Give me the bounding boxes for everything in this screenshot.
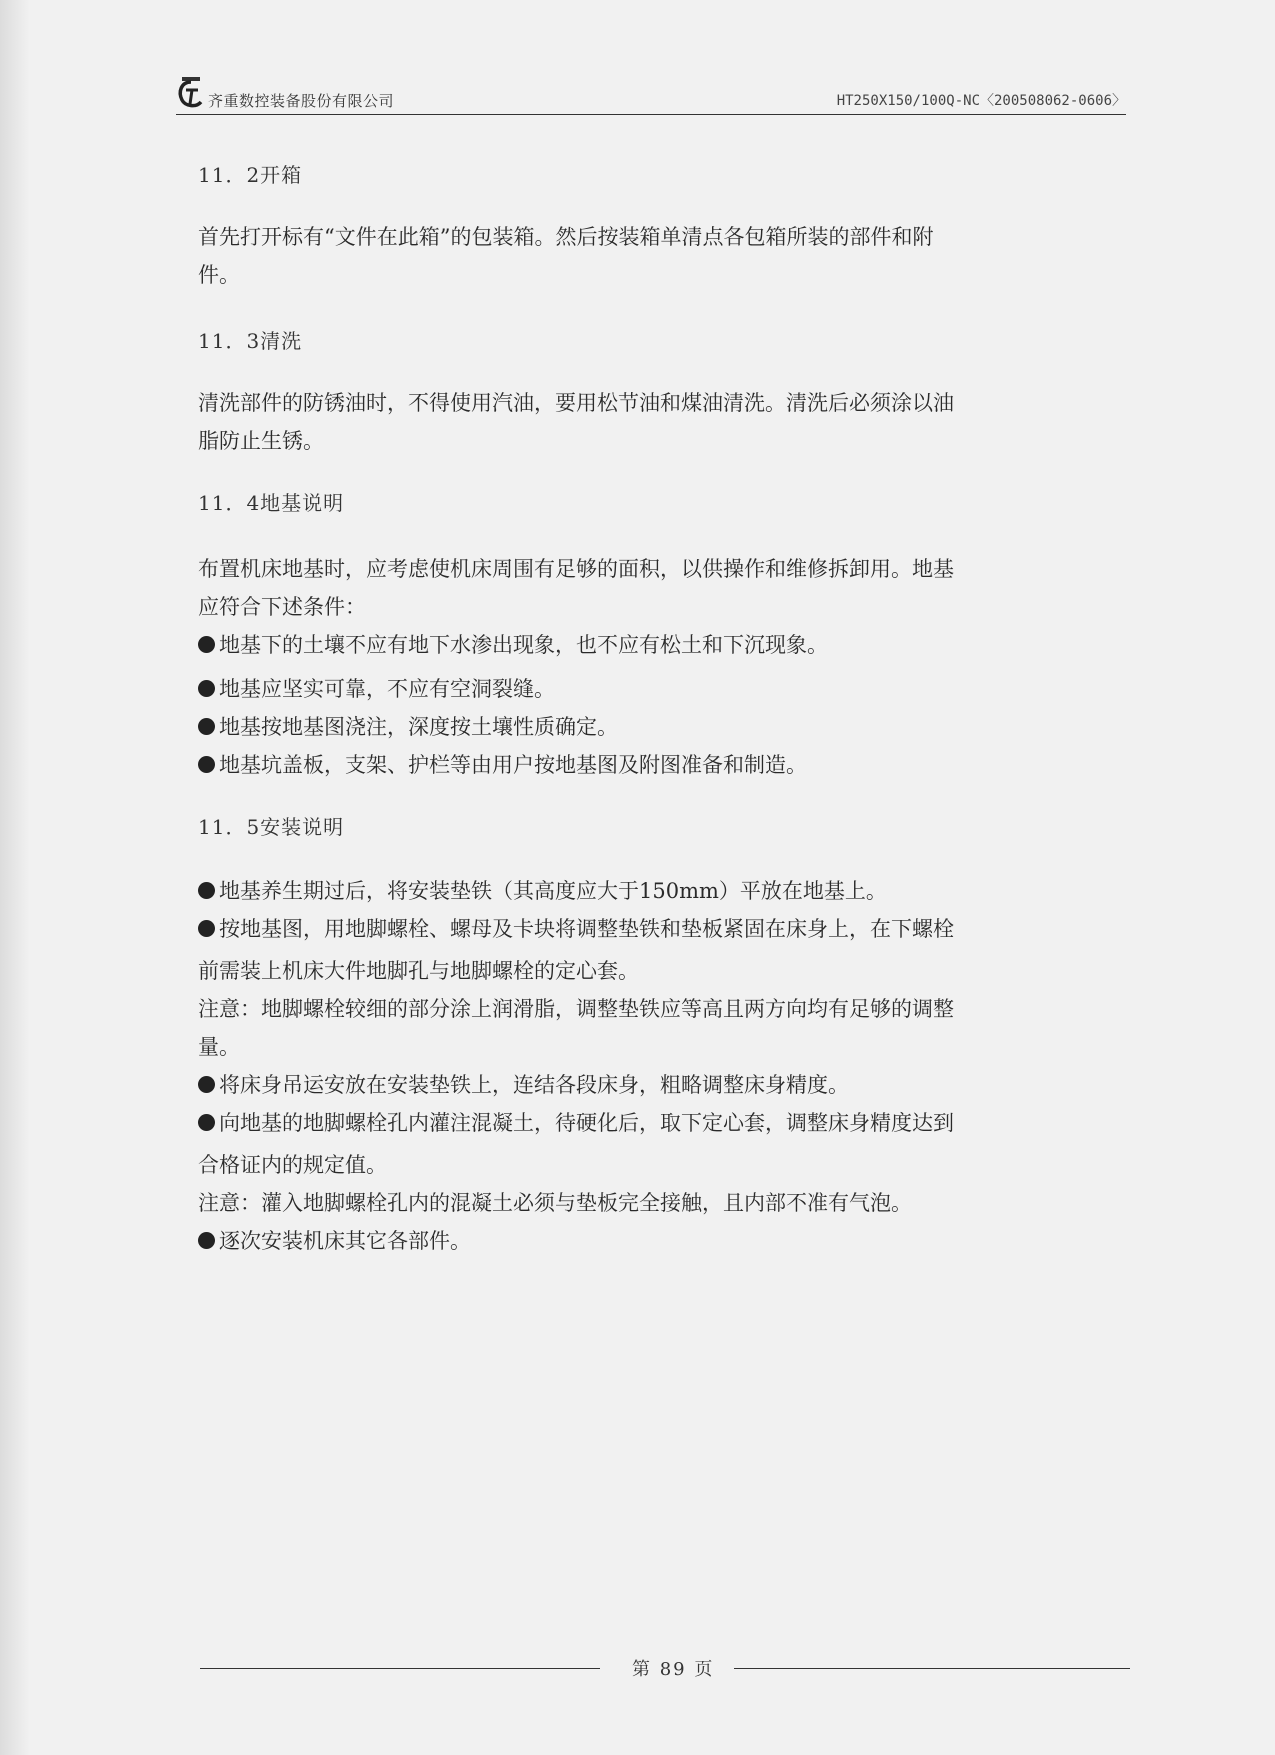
text-line: 件。 xyxy=(198,263,240,287)
bullet-dot-icon xyxy=(198,756,215,773)
bullet-text: 地基养生期过后，将安装垫铁（其高度应大于150mm）平放在地基上。 xyxy=(219,879,887,903)
bullet-dot-icon xyxy=(198,1232,215,1249)
bullet-dot-icon xyxy=(198,1114,215,1131)
text-line: 首先打开标有“文件在此箱”的包装箱。然后按装箱单清点各包箱所装的部件和附 xyxy=(198,225,934,249)
text-line: 布置机床地基时，应考虑使机床周围有足够的面积，以供操作和维修拆卸用。地基 xyxy=(198,557,954,581)
bullet-continuation: 前需装上机床大件地脚孔与地脚螺栓的定心套。 xyxy=(198,959,639,983)
bullet-dot-icon xyxy=(198,718,215,735)
document-number: HT250X150/100Q-NC〈200508062-0606〉 xyxy=(836,93,1126,109)
page-footer xyxy=(200,1652,1130,1682)
bullet-dot-icon xyxy=(198,636,215,653)
bullet-text: 逐次安装机床其它各部件。 xyxy=(219,1229,471,1253)
bullet-item xyxy=(198,872,1128,910)
bullet-text: 地基坑盖板，支架、护栏等由用户按地基图及附图准备和制造。 xyxy=(219,753,807,777)
page-number: 第 89 页 xyxy=(632,1659,715,1680)
page-header xyxy=(176,74,1126,115)
section-11-3-text xyxy=(198,384,1128,460)
bullet-item xyxy=(198,746,1128,784)
bullet-item xyxy=(198,670,1128,708)
bullet-text: 地基下的土壤不应有地下水渗出现象，也不应有松土和下沉现象。 xyxy=(219,633,828,657)
bullet-text: 按地基图，用地脚螺栓、螺母及卡块将调整垫铁和垫板紧固在床身上，在下螺栓 xyxy=(219,917,954,941)
note-line: 注意：地脚螺栓较细的部分涂上润滑脂，调整垫铁应等高且两方向均有足够的调整 xyxy=(198,997,954,1021)
bullet-item xyxy=(198,1066,1128,1104)
section-11-2-text xyxy=(198,218,1128,294)
page-content xyxy=(198,158,1128,1260)
bullet-dot-icon xyxy=(198,1076,215,1093)
bullet-item xyxy=(198,1104,1128,1142)
bullet-dot-icon xyxy=(198,882,215,899)
note-line: 注意：灌入地脚螺栓孔内的混凝土必须与垫板完全接触，且内部不准有气泡。 xyxy=(198,1191,912,1215)
section-11-4-text xyxy=(198,550,1128,626)
footer-rule-right xyxy=(734,1668,1130,1669)
company-name: 齐重数控装备股份有限公司 xyxy=(208,92,395,110)
bullet-text: 将床身吊运安放在安装垫铁上，连结各段床身，粗略调整床身精度。 xyxy=(219,1073,849,1097)
footer-rule-left xyxy=(200,1668,600,1669)
bullet-text: 地基应坚实可靠，不应有空洞裂缝。 xyxy=(219,677,555,701)
bullet-item xyxy=(198,1222,1128,1260)
text-line: 清洗部件的防锈油时，不得使用汽油，要用松节油和煤油清洗。清洗后必须涂以油 xyxy=(198,391,954,415)
bullet-dot-icon xyxy=(198,920,215,937)
section-heading-11-2: 11．2开箱 xyxy=(198,163,303,187)
bullet-item xyxy=(198,626,1128,664)
bullet-continuation: 合格证内的规定值。 xyxy=(198,1153,387,1177)
bullet-text: 地基按地基图浇注，深度按土壤性质确定。 xyxy=(219,715,618,739)
section-heading-11-4: 11．4地基说明 xyxy=(198,491,345,515)
bullet-dot-icon xyxy=(198,680,215,697)
text-line: 脂防止生锈。 xyxy=(198,429,324,453)
section-heading-11-5: 11．5安装说明 xyxy=(198,815,345,839)
company-logo-icon xyxy=(176,76,206,110)
note-continuation: 量。 xyxy=(198,1035,240,1059)
text-line: 应符合下述条件： xyxy=(198,595,366,619)
scan-edge-shadow xyxy=(0,0,30,1755)
section-heading-11-3: 11．3清洗 xyxy=(198,329,303,353)
bullet-item xyxy=(198,910,1128,948)
bullet-text: 向地基的地脚螺栓孔内灌注混凝土，待硬化后，取下定心套，调整床身精度达到 xyxy=(219,1111,954,1135)
bullet-item xyxy=(198,708,1128,746)
